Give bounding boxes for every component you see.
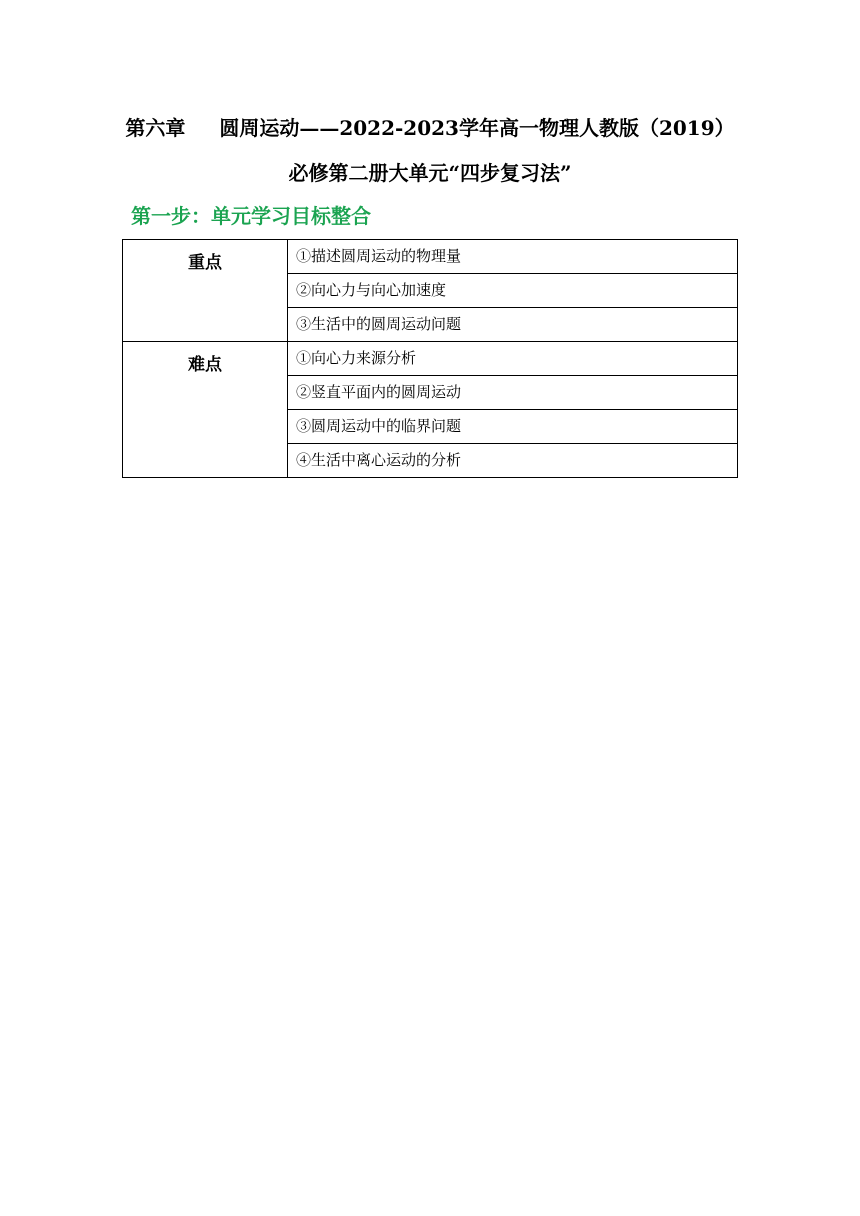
difficult-point-item: ③圆周运动中的临界问题: [288, 410, 738, 444]
learning-goals-table: [122, 239, 738, 478]
key-point-item: ②向心力与向心加速度: [288, 274, 738, 308]
difficult-point-item: ②竖直平面内的圆周运动: [288, 376, 738, 410]
difficult-points-category: 难点: [123, 342, 288, 478]
key-point-item: ③生活中的圆周运动问题: [288, 308, 738, 342]
chapter-title-text: 圆周运动——2022-2023学年高一物理人教版（2019）: [219, 116, 735, 140]
difficult-point-item: ④生活中离心运动的分析: [288, 444, 738, 478]
difficult-point-item: ①向心力来源分析: [288, 342, 738, 376]
key-point-item: ①描述圆周运动的物理量: [288, 240, 738, 274]
step-1-heading: 第一步：单元学习目标整合: [131, 204, 371, 228]
key-points-category: 重点: [123, 240, 288, 342]
document-title-line-2: 必修第二册大单元“四步复习法”: [288, 161, 572, 185]
chapter-label: 第六章: [125, 116, 186, 140]
table-row: [123, 240, 738, 274]
document-title-line-1: [0, 114, 860, 142]
table-row: [123, 342, 738, 376]
